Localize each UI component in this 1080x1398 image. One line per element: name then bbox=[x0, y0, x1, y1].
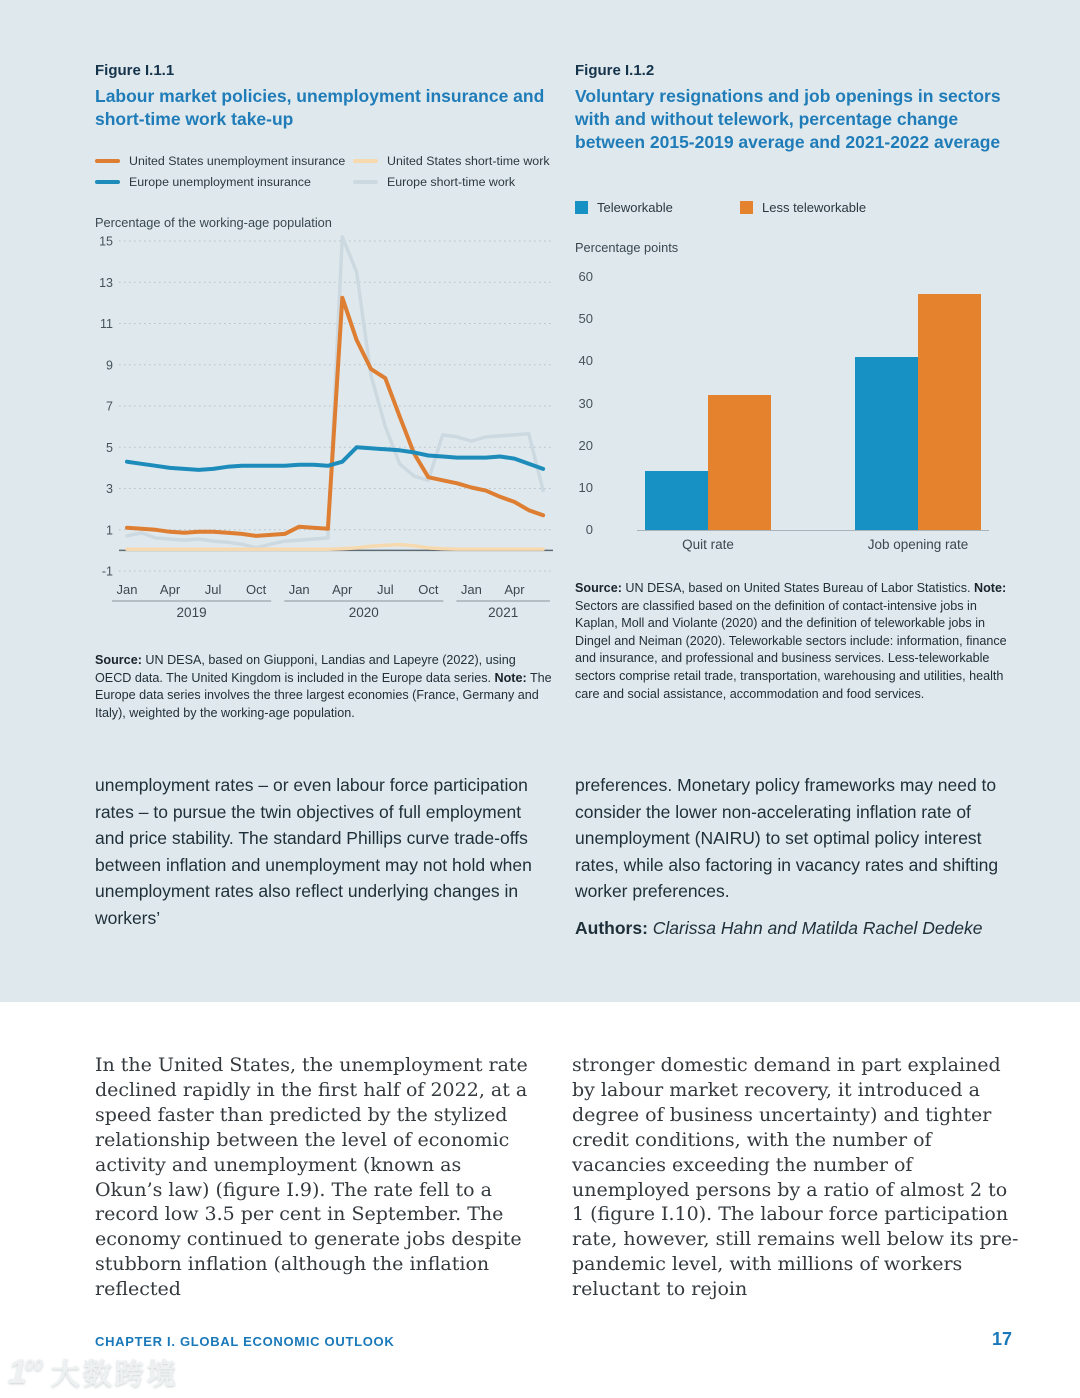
y-tick-label: 15 bbox=[99, 234, 113, 249]
source-label: Source: bbox=[575, 581, 622, 595]
y-tick-label: 11 bbox=[100, 317, 113, 331]
panel-paragraph-left: unemployment rates – or even labour force participation rates – to pursue the twin objectives of full employment and price stability. The standard Phillips curve trade-offs between inflation and unemployment may not hold when unemployment rates also reflect underlying changes in workers’ bbox=[95, 775, 532, 928]
line-chart bbox=[95, 232, 555, 624]
legend-line-swatch-peach bbox=[353, 159, 378, 164]
series-line-europe-unemployment-insurance bbox=[127, 447, 543, 470]
source-label: Source: bbox=[95, 653, 142, 667]
y-tick-label: 7 bbox=[106, 399, 113, 414]
authors-names: Clarissa Hahn and Matilda Rachel Dedeke bbox=[647, 918, 983, 938]
y-tick-label: 0 bbox=[585, 522, 593, 537]
figure1-legend bbox=[95, 154, 555, 189]
x-tick-label: Oct bbox=[418, 582, 439, 597]
y-tick-label: 5 bbox=[106, 440, 113, 455]
authors-label: Authors: bbox=[575, 918, 648, 938]
year-label: 2020 bbox=[348, 605, 379, 620]
figure2-source-note bbox=[575, 580, 1017, 703]
bar-less-teleworkable-job-opening-rate bbox=[918, 294, 981, 530]
watermark-logo-icon: $1^{00}$ bbox=[8, 1353, 43, 1391]
legend-item-us-unemployment-insurance bbox=[95, 154, 353, 168]
legend-line-swatch-blue bbox=[95, 180, 120, 185]
y-tick-label: 10 bbox=[578, 479, 593, 495]
y-tick-label: 9 bbox=[106, 358, 113, 373]
legend-label: Europe short-time work bbox=[387, 175, 516, 189]
figure1-title: Labour market policies, unemployment insurance and short-time work take-up bbox=[95, 86, 545, 129]
legend-line-swatch-grey bbox=[353, 180, 378, 185]
footer-page-number: 17 bbox=[991, 1329, 1012, 1349]
authors-line bbox=[575, 918, 1017, 939]
legend-label: Teleworkable bbox=[597, 200, 673, 215]
source-text: UN DESA, based on Giupponi, Landias and Lapeyre (2022), using OECD data. The United Kingdom is included in the Europe data series. bbox=[95, 653, 516, 685]
legend-item-teleworkable bbox=[575, 200, 740, 215]
series-line-united-states-short-time-work bbox=[127, 545, 543, 550]
legend-label: United States short-time work bbox=[387, 154, 550, 168]
body-paragraph-left: In the United States, the unemployment rate declined rapidly in the first half of 2022, at a speed faster than predicted by the stylized relationship between the level of economic activity and unemployment (known as Okun’s law) (figure I.9). The rate fell to a record low 3.5 per cent in September. The economy continued to generate jobs despite stubborn inflation (although the inflation reflected bbox=[95, 1054, 528, 1301]
legend-item-europe-unemployment-insurance bbox=[95, 175, 353, 189]
legend-item-us-short-time-work bbox=[353, 154, 555, 168]
figure1-y-axis-caption: Percentage of the working-age population bbox=[95, 215, 332, 230]
figure1-label: Figure I.1.1 bbox=[95, 62, 175, 79]
category-label: Quit rate bbox=[682, 537, 734, 552]
legend-label: United States unemployment insurance bbox=[129, 154, 346, 168]
legend-item-less-teleworkable bbox=[740, 200, 905, 215]
x-tick-label: Apr bbox=[159, 582, 181, 597]
legend-item-europe-short-time-work bbox=[353, 175, 555, 189]
legend-label: Europe unemployment insurance bbox=[129, 175, 311, 189]
legend-square-swatch-blue bbox=[575, 201, 588, 214]
bar-teleworkable-quit-rate bbox=[645, 471, 708, 530]
bar-teleworkable-job-opening-rate bbox=[855, 357, 918, 530]
category-label: Job opening rate bbox=[867, 537, 969, 552]
legend-line-swatch-orange bbox=[95, 159, 120, 164]
series-line-united-states-unemployment-insurance bbox=[127, 298, 543, 536]
figure2-y-axis-caption: Percentage points bbox=[575, 240, 679, 255]
y-tick-label: 40 bbox=[578, 353, 593, 369]
y-tick-label: 20 bbox=[578, 437, 593, 453]
x-tick-label: Apr bbox=[332, 582, 353, 597]
x-tick-label: Jan bbox=[288, 582, 310, 597]
year-label: 2021 bbox=[488, 605, 519, 620]
figure2-title: Voluntary resignations and job openings in sectors with and without telework, percentage change between 2015-2019 average and 2021-2022 average bbox=[575, 86, 1001, 152]
watermark bbox=[8, 1352, 179, 1393]
y-tick-label: 30 bbox=[578, 395, 593, 411]
y-tick-label: 3 bbox=[106, 482, 113, 496]
watermark-text: 大数跨境 bbox=[50, 1359, 179, 1391]
y-tick-label: 1 bbox=[106, 523, 113, 538]
y-tick-label: 60 bbox=[578, 269, 593, 284]
x-tick-label: Apr bbox=[504, 582, 525, 597]
note-text: The Europe data series involves the three largest economies (France, Germany and Italy), weighted by the working-age population. bbox=[95, 670, 552, 720]
x-axis-line bbox=[637, 530, 989, 531]
legend-square-swatch-orange bbox=[740, 201, 753, 214]
legend-label: Less teleworkable bbox=[762, 200, 867, 215]
body-paragraph-right: stronger domestic demand in part explained by labour market recovery, it introduced a degree of business uncertainty) and tighter credit conditions, with the number of vacancies exceeding the number of unemployed persons by a ratio of almost 2 to 1 (figure I.10). The labour force participation rate, however, still remains well below its pre-pandemic level, with millions of workers reluctant to rejoin bbox=[572, 1054, 1019, 1301]
x-tick-label: Jan bbox=[460, 582, 482, 597]
bar-less-teleworkable-quit-rate bbox=[708, 395, 771, 530]
y-tick-label: -1 bbox=[101, 564, 113, 579]
footer-chapter-title: CHAPTER I. GLOBAL ECONOMIC OUTLOOK bbox=[95, 1334, 395, 1349]
panel-paragraph-right: preferences. Monetary policy frameworks may need to consider the lower non-accelerating inflation rate of unemployment (NAIRU) to set optimal policy interest rates, while also factoring in vacancy rates and shifting worker preferences. bbox=[575, 775, 999, 902]
y-tick-label: 13 bbox=[99, 275, 113, 290]
note-label: Note: bbox=[974, 581, 1007, 595]
y-tick-label: 50 bbox=[578, 311, 593, 327]
figure1-source-note bbox=[95, 652, 553, 722]
x-tick-label: Jul bbox=[204, 582, 222, 597]
note-label: Note: bbox=[494, 670, 527, 685]
note-text: Sectors are classified based on the definition of contact-intensive jobs in Kaplan, Moll and Violante (2020) and the definition of teleworkable jobs in Dingel and Neiman (2020). Teleworkable sectors include: information, finance and insurance, and professional and business services. Less-teleworkable sectors comprise retail trade, transportation, warehousing and utilities, health care and social assistance, accommodation and food services. bbox=[575, 598, 1007, 701]
year-label: 2019 bbox=[176, 605, 207, 620]
figure2-legend bbox=[575, 200, 1015, 215]
source-text: UN DESA, based on United States Bureau of Labor Statistics. bbox=[621, 581, 974, 595]
figure2-label: Figure I.1.2 bbox=[575, 62, 655, 79]
x-tick-label: Jan bbox=[116, 582, 138, 597]
bar-chart bbox=[575, 265, 1015, 557]
x-tick-label: Jul bbox=[376, 582, 394, 597]
x-tick-label: Oct bbox=[246, 582, 267, 597]
